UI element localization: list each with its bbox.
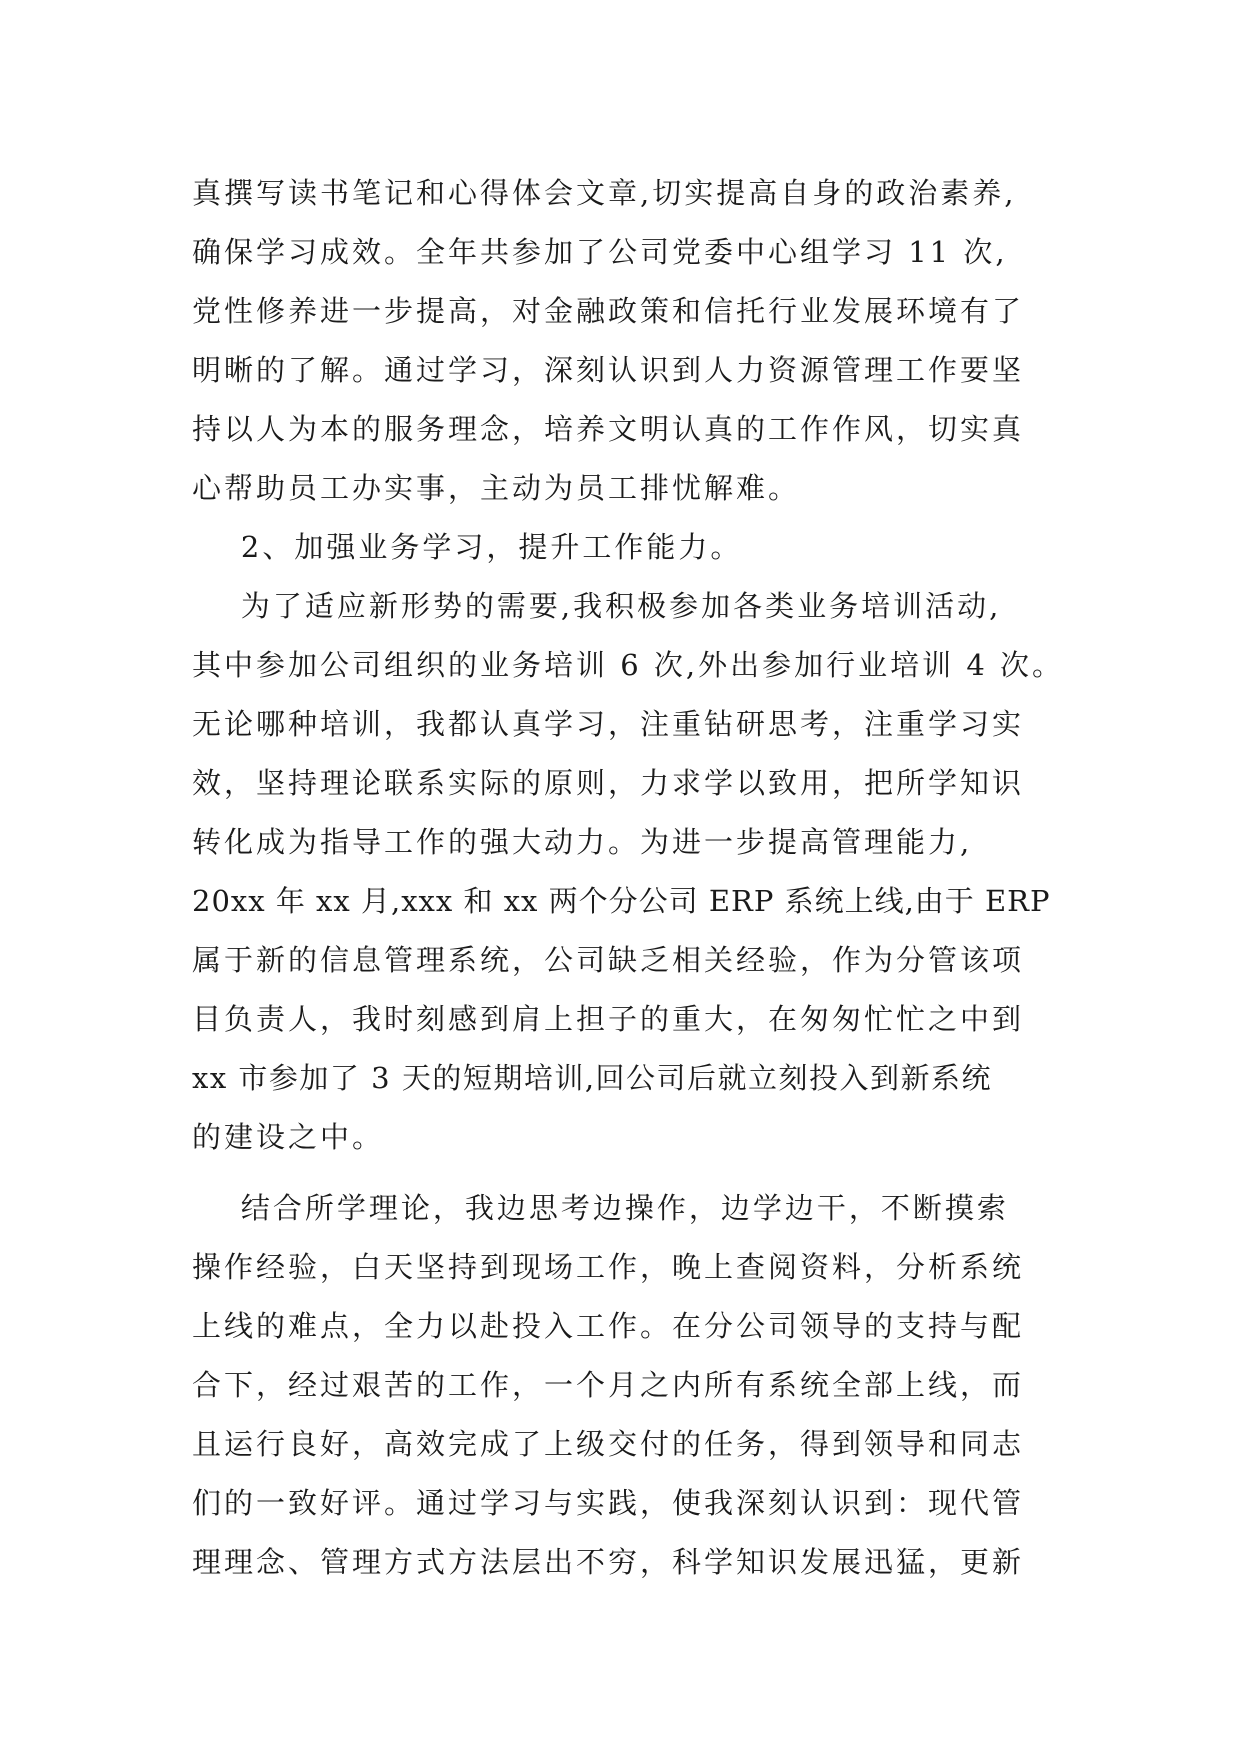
text-line: 效，坚持理论联系实际的原则，力求学以致用，把所学知识	[192, 766, 1025, 800]
text-line: 理理念、管理方式方法层出不穷，科学知识发展迅猛，更新	[192, 1545, 1025, 1579]
text-line: 20xx 年 xx 月,xxx 和 xx 两个分公司 ERP 系统上线,由于 ERP	[192, 884, 1051, 918]
text-line: 操作经验，白天坚持到现场工作，晚上查阅资料，分析系统	[192, 1250, 1025, 1284]
text-line: 明晰的了解。通过学习，深刻认识到人力资源管理工作要坚	[192, 353, 1025, 387]
text-line: 且运行良好，高效完成了上级交付的任务，得到领导和同志	[192, 1427, 1025, 1461]
text-line: 为了适应新形势的需要,我积极参加各类业务培训活动,	[192, 589, 1002, 623]
text-line: 的建设之中。	[192, 1120, 385, 1154]
document-body	[192, 164, 1092, 1592]
text-line: 结合所学理论，我边思考边操作，边学边干，不断摸索	[192, 1191, 1009, 1225]
text-line: 确保学习成效。全年共参加了公司党委中心组学习 11 次,	[192, 235, 1008, 269]
text-line: 真撰写读书笔记和心得体会文章,切实提高自身的政治素养,	[192, 176, 1017, 210]
text-line: 其中参加公司组织的业务培训 6 次,外出参加行业培训 4 次。	[192, 648, 1064, 682]
text-line: xx 市参加了 3 天的短期培训,回公司后就立刻投入到新系统	[192, 1061, 993, 1095]
text-line: 目负责人，我时刻感到肩上担子的重大，在匆匆忙忙之中到	[192, 1002, 1025, 1036]
text-line: 们的一致好评。通过学习与实践，使我深刻认识到：现代管	[192, 1486, 1025, 1520]
section-heading: 2、加强业务学习，提升工作能力。	[192, 530, 743, 564]
text-line: 心帮助员工办实事，主动为员工排忧解难。	[192, 471, 801, 505]
text-line: 合下，经过艰苦的工作，一个月之内所有系统全部上线，而	[192, 1368, 1025, 1402]
text-line: 持以人为本的服务理念，培养文明认真的工作作风，切实真	[192, 412, 1025, 446]
text-line: 无论哪种培训，我都认真学习，注重钻研思考，注重学习实	[192, 707, 1025, 741]
text-line: 转化成为指导工作的强大动力。为进一步提高管理能力,	[192, 825, 973, 859]
text-line: 属于新的信息管理系统，公司缺乏相关经验，作为分管该项	[192, 943, 1025, 977]
text-line: 上线的难点，全力以赴投入工作。在分公司领导的支持与配	[192, 1309, 1025, 1343]
paragraph-gap	[192, 1167, 1092, 1179]
text-line: 党性修养进一步提高，对金融政策和信托行业发展环境有了	[192, 294, 1025, 328]
